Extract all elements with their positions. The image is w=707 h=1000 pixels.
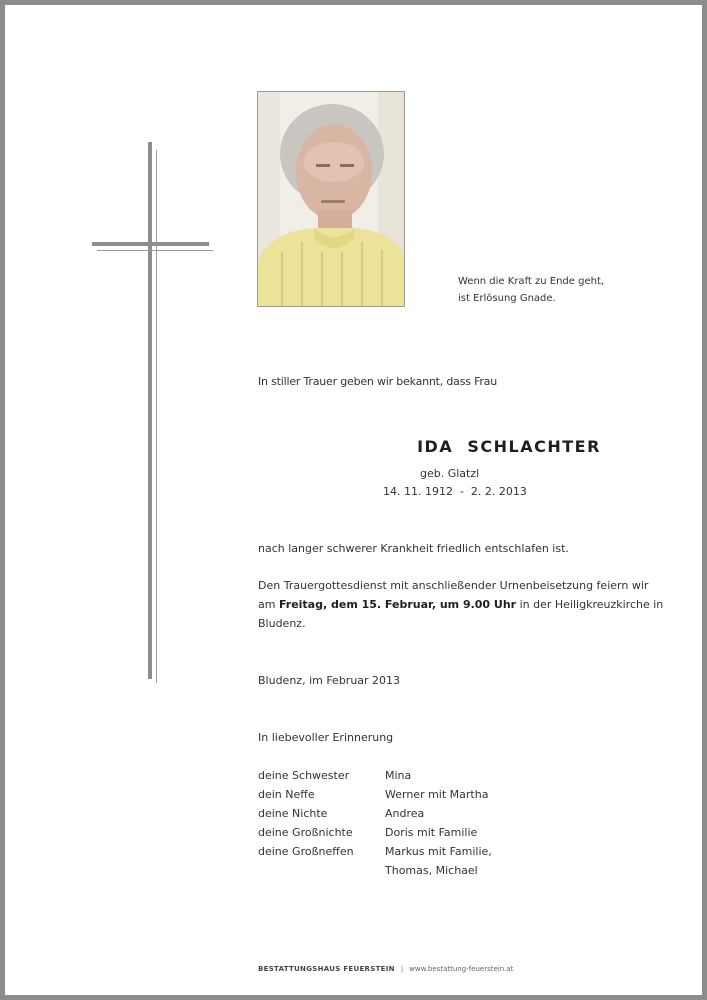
portrait-illustration	[258, 92, 405, 307]
mourner-row	[258, 785, 492, 804]
service-line-2	[258, 595, 663, 614]
service-text	[258, 576, 663, 633]
birth-name: geb. Glatzl	[420, 467, 480, 480]
deceased-name: IDA SCHLACHTER	[417, 437, 601, 456]
cross-vertical-shadow	[156, 150, 157, 683]
passing-text: nach langer schwerer Krankheit friedlich entschlafen ist.	[258, 542, 569, 555]
quote-line-1: Wenn die Kraft zu Ende geht,	[458, 276, 605, 287]
service-line-2-post: in der Heiligkreuzkirche in	[516, 598, 664, 611]
remembrance-text: In liebevoller Erinnerung	[258, 731, 394, 744]
mourner-row	[258, 842, 492, 880]
cross-horizontal-bar	[92, 242, 209, 246]
life-dates: 14. 11. 1912 - 2. 2. 2013	[383, 485, 527, 498]
quote-line-2: ist Erlösung Gnade.	[458, 293, 556, 304]
mourner-relation: deine Nichte	[258, 807, 328, 820]
cross-vertical-bar	[148, 142, 152, 679]
mourner-row	[258, 766, 492, 785]
service-line-1: Den Trauergottesdienst mit anschließender Urnenbeisetzung feiern wir	[258, 579, 649, 592]
mourner-row	[258, 823, 492, 842]
footer-separator: |	[400, 965, 404, 973]
mourner-names: Mina	[385, 769, 412, 782]
footer	[258, 965, 513, 973]
intro-text: In stiller Trauer geben wir bekannt, dass Frau	[258, 375, 498, 388]
funeral-home-name: BESTATTUNGSHAUS FEUERSTEIN	[258, 965, 395, 973]
mourner-relation: dein Neffe	[258, 788, 315, 801]
funeral-home-website: www.bestattung-feuerstein.at	[409, 965, 514, 973]
service-line-2-pre: am	[258, 598, 279, 611]
mourner-relation: deine Schwester	[258, 769, 350, 782]
service-line-3: Bludenz.	[258, 617, 306, 630]
mourners-list	[258, 766, 492, 880]
quote	[458, 273, 604, 307]
service-date-time: Freitag, dem 15. Februar, um 9.00 Uhr	[278, 598, 517, 611]
mourner-relation: deine Großneffen	[258, 845, 354, 858]
portrait-photo	[257, 91, 405, 307]
mourner-names: Werner mit Martha	[385, 788, 489, 801]
cross-horizontal-shadow	[97, 250, 213, 251]
mourner-names: Doris mit Familie	[385, 826, 478, 839]
mourner-row	[258, 804, 492, 823]
deceased-name-block	[258, 437, 648, 456]
place-date: Bludenz, im Februar 2013	[258, 674, 401, 687]
mourner-names: Markus mit Familie, Thomas, Michael	[385, 845, 492, 877]
mourner-relation: deine Großnichte	[258, 826, 353, 839]
mourner-names: Andrea	[385, 807, 425, 820]
